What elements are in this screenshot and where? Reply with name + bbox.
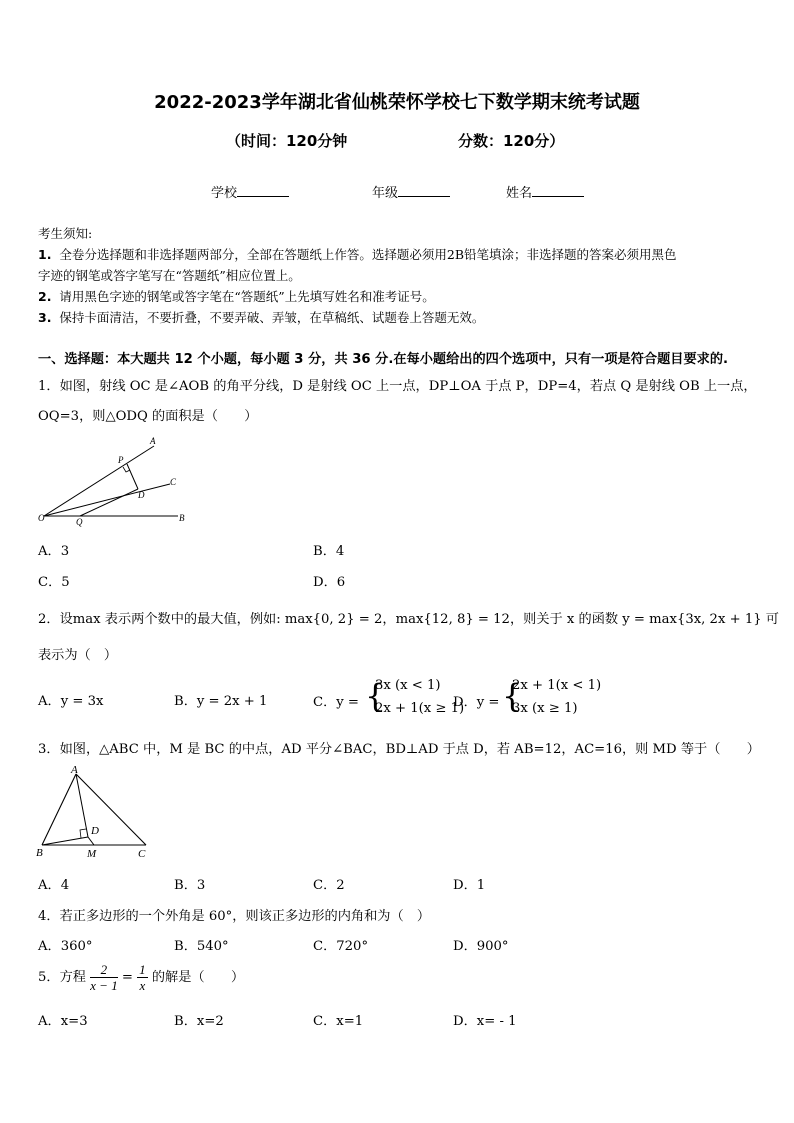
q5-fraction-left-den: x − 1 xyxy=(90,978,118,993)
notes-item-1-cont: 字迹的钢笔或答字笔写在“答题纸”相应位置上。 xyxy=(38,268,301,283)
q2-option-c-case1: 3x (x < 1) xyxy=(375,678,441,693)
notes-item-1-text: 全卷分选择题和非选择题两部分，全部在答题纸上作答。选择题必须用2B铅笔填涂；非选择题的答案必须用黑色 xyxy=(59,247,677,262)
q2-option-d-label: D．y = xyxy=(453,695,500,710)
segment-bd xyxy=(42,837,88,845)
notes-item-2-text: 请用黑色字迹的钢笔或答字笔在“答题纸”上先填写姓名和准考证号。 xyxy=(59,289,435,304)
q5-fraction-right xyxy=(137,962,148,993)
label-m: M xyxy=(87,848,97,860)
q5-prefix: 5．方程 xyxy=(38,970,86,985)
name-field xyxy=(506,182,584,201)
label-c: C xyxy=(138,848,146,860)
q1-line1: 1．如图，射线 OC 是∠AOB 的角平分线，D 是射线 OC 上一点，DP⊥OA 于点 P，DP=4，若点 Q 是射线 OB 上一点， xyxy=(38,379,757,394)
score-info: 分数：120分） xyxy=(458,132,565,150)
school-blank xyxy=(237,184,289,197)
q5-option-b[interactable]: B．x=2 xyxy=(174,1014,224,1029)
q2-line1: 2．设max 表示两个数中的最大值，例如: max{0, 2} = 2，max{12, 8} = 12，则关于 x 的函数 y = max{3x, 2x + 1} 可 xyxy=(38,612,779,627)
notes-item-3-text: 保持卡面清洁，不要折叠，不要弄破、弄皱，在草稿纸、试题卷上答题无效。 xyxy=(59,310,485,325)
q5-suffix: 的解是（ ） xyxy=(151,970,245,985)
q2-line2: 表示为（ ） xyxy=(38,648,118,663)
q5-fraction-left-num: 2 xyxy=(90,962,118,978)
segment-dm xyxy=(88,837,94,845)
segment-ac xyxy=(76,774,146,845)
q2-option-c-brace: { xyxy=(365,677,386,715)
segment-ad xyxy=(76,774,88,837)
segment-dq xyxy=(80,489,138,516)
name-label: 姓名 xyxy=(506,186,533,201)
q5-option-a[interactable]: A．x=3 xyxy=(38,1014,88,1029)
q1-option-d[interactable]: D．6 xyxy=(313,575,346,590)
q4-option-b[interactable]: B．540° xyxy=(174,939,229,954)
q2-option-d-case1: 2x + 1(x < 1) xyxy=(512,678,602,693)
notes-heading: 考生须知: xyxy=(38,226,93,241)
q5-equals: = xyxy=(121,970,133,985)
label-b: B xyxy=(179,513,185,523)
q3-line1: 3．如图，△ABC 中，M 是 BC 的中点，AD 平分∠BAC，BD⊥AD 于点 D，若 AB=12，AC=16，则 MD 等于（ ） xyxy=(38,742,760,757)
right-angle-mark-d xyxy=(80,829,86,838)
q5-fraction-right-den: x xyxy=(139,978,146,993)
label-d: D xyxy=(138,490,145,500)
notes-item-3-num: 3. xyxy=(38,310,52,325)
q4-option-c[interactable]: C．720° xyxy=(313,939,369,954)
label-o: O xyxy=(38,513,45,523)
label-p: P xyxy=(118,455,124,465)
ray-oc xyxy=(44,484,170,516)
q5-option-c[interactable]: C．x=1 xyxy=(313,1014,364,1029)
q3-option-b[interactable]: B．3 xyxy=(174,878,206,893)
grade-label: 年级 xyxy=(372,186,399,201)
q2-option-a[interactable]: A．y = 3x xyxy=(38,694,104,709)
q2-option-d-brace: { xyxy=(502,677,523,715)
grade-field xyxy=(372,182,450,201)
q1-line2: OQ=3，则△ODQ 的面积是（ ） xyxy=(38,409,258,424)
q5-line1 xyxy=(38,962,244,993)
q1-option-b[interactable]: B．4 xyxy=(313,544,345,559)
q4-option-d[interactable]: D．900° xyxy=(453,939,509,954)
q2-option-d-case2: 3x (x ≥ 1) xyxy=(512,701,578,716)
q4-line1: 4．若正多边形的一个外角是 60°，则该正多边形的内角和为（ ） xyxy=(38,909,431,924)
name-blank xyxy=(532,184,584,197)
section-heading: 一、选择题：本大题共 12 个小题，每小题 3 分，共 36 分.在每小题给出的四个选项中，只有一项是符合题目要求的. xyxy=(38,352,729,367)
notes-item-2-num: 2. xyxy=(38,289,52,304)
q1-figure xyxy=(36,432,196,532)
q4-option-a[interactable]: A．360° xyxy=(38,939,93,954)
segment-ab xyxy=(42,774,76,845)
q5-fraction-left xyxy=(90,962,118,993)
q5-fraction-right-num: 1 xyxy=(139,962,146,977)
label-a: A xyxy=(150,436,156,446)
notes-item-3 xyxy=(38,308,484,326)
grade-blank xyxy=(398,184,450,197)
q5-option-d[interactable]: D．x= - 1 xyxy=(453,1014,517,1029)
notes-item-1 xyxy=(38,245,677,263)
q1-option-c[interactable]: C．5 xyxy=(38,575,70,590)
label-c: C xyxy=(170,477,177,487)
ray-oa xyxy=(44,446,154,516)
q3-option-d[interactable]: D．1 xyxy=(453,878,486,893)
q3-option-c[interactable]: C．2 xyxy=(313,878,345,893)
time-info: （时间：120分钟 xyxy=(226,132,348,150)
q1-option-a[interactable]: A．3 xyxy=(38,544,70,559)
q2-option-d[interactable] xyxy=(453,676,603,722)
notes-item-1-num: 1. xyxy=(38,247,52,262)
school-label: 学校 xyxy=(211,186,238,201)
q2-option-c-case2: 2x + 1(x ≥ 1) xyxy=(375,701,465,716)
segment-dp xyxy=(127,464,138,489)
q2-option-c[interactable] xyxy=(313,676,465,722)
label-a: A xyxy=(71,764,78,776)
label-b: B xyxy=(36,847,43,859)
school-field xyxy=(211,182,289,201)
q3-option-a[interactable]: A．4 xyxy=(38,878,70,893)
q3-figure xyxy=(34,762,156,862)
page-title: 2022-2023学年湖北省仙桃荣怀学校七下数学期末统考试题 xyxy=(154,92,640,113)
q2-option-b[interactable]: B．y = 2x + 1 xyxy=(174,694,268,709)
label-q: Q xyxy=(76,517,83,527)
q2-option-c-label: C．y = xyxy=(313,695,359,710)
notes-item-2 xyxy=(38,287,435,305)
label-d: D xyxy=(91,825,99,837)
